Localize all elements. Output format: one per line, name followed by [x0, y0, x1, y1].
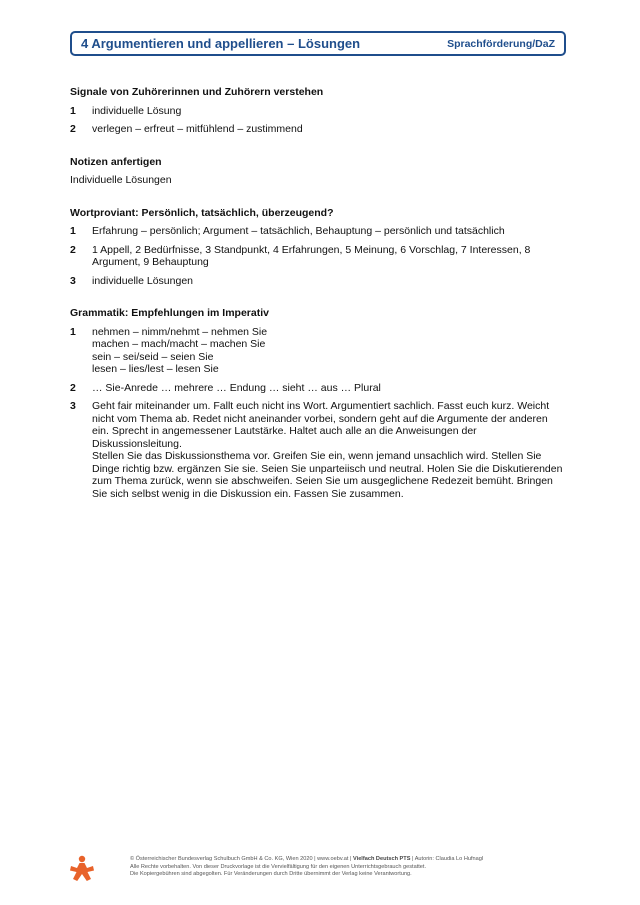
item-text: nehmen – nimm/nehmt – nehmen Sie [92, 325, 268, 338]
section-grammatik [70, 307, 566, 500]
list-item [70, 105, 566, 118]
item-number: 1 [70, 104, 76, 117]
item-number: 3 [70, 274, 76, 287]
list-item [70, 123, 566, 136]
list-item [70, 326, 566, 376]
item-text: … Sie-Anrede … mehrere … Endung … sieht … aus … Plural [92, 381, 381, 394]
list-item [70, 400, 566, 500]
footer-copyright [130, 856, 570, 879]
item-text: 1 Appell, 2 Bedürfnisse, 3 Standpunkt, 4 Erfahrungen, 5 Meinung, 6 Vorschlag, 7 Interessen, 8 Argument, 9 Behauptung [92, 243, 531, 268]
section-wortproviant [70, 207, 566, 288]
item-text: verlegen – erfreut – mitfühlend – zustimmend [92, 123, 303, 135]
section-heading: Notizen anfertigen [70, 155, 162, 168]
footer-book-title: Vielfach Deutsch PTS [353, 856, 411, 862]
list-item [70, 225, 566, 238]
list-item [70, 275, 566, 288]
item-number: 2 [70, 123, 76, 135]
list-item [70, 244, 566, 269]
item-text: Stellen Sie das Diskussionsthema vor. Greifen Sie ein, wenn jemand unsachlich wird. Stellen Sie Dinge richtig bzw. ergänzen Sie sie. Seien Sie unparteiisch und neutral. Holen Sie die Diskutierenden zum Thema zurück, wenn sie abschweifen. Seien Sie um ausgeglichene Redezeit bemüht. Bringen Sie sich selbst wenig in die Diskussion ein. Fassen Sie zusammen. [92, 450, 563, 500]
main-content [70, 86, 566, 520]
section-heading: Grammatik: Empfehlungen im Imperativ [70, 307, 269, 319]
item-text: lesen – lies/lest – lesen Sie [92, 363, 219, 375]
item-text: individuelle Lösung [92, 104, 182, 117]
item-text: sein – sei/seid – seien Sie [92, 350, 214, 363]
section-text: Individuelle Lösungen [70, 174, 172, 186]
section-signale [70, 86, 566, 136]
item-number: 2 [70, 243, 76, 256]
item-text: Erfahrung – persönlich; Argument – tatsächlich, Behauptung – persönlich und tatsächlich [92, 225, 505, 237]
header-box [70, 31, 566, 56]
item-number: 1 [70, 225, 76, 237]
footer [68, 850, 568, 882]
item-number: 2 [70, 381, 76, 394]
item-text: individuelle Lösungen [92, 274, 193, 287]
item-text: Geht fair miteinander um. Fallt euch nicht ins Wort. Argumentiert sachlich. Fasst euch kurz. Weicht nicht vom Thema ab. Redet nicht aneinander vorbei, sondern geht auf die Argumente der anderen ein. Sprecht in angemessener Lautstärke. Haltet auch alle an die Anweisungen der Diskussionsleitung. [92, 400, 550, 450]
footer-line3: Die Kopiergebühren sind abgegolten. Für Veränderungen durch Dritte übernimmt der Verlag keine Verantwortung. [130, 871, 412, 877]
subject-label: Sprachförderung/DaZ [447, 37, 555, 50]
section-notizen [70, 156, 566, 187]
item-number: 1 [70, 325, 76, 338]
footer-line1-suffix: | Autorin: Claudia Lo Hufnagl [410, 856, 484, 862]
page-title: 4 Argumentieren und appellieren – Lösungen [81, 36, 361, 51]
list-item [70, 382, 566, 395]
footer-line1-prefix: © Österreichischer Bundesverlag Schulbuch GmbH & Co. KG, Wien 2020 | www.oebv.at | [130, 856, 354, 862]
item-number: 3 [70, 400, 76, 412]
section-heading: Signale von Zuhörerinnen und Zuhörern verstehen [70, 86, 324, 98]
footer-line2: Alle Rechte vorbehalten. Von dieser Druckvorlage ist die Vervielfältigung für den eigenen Unterrichtsgebrauch gestattet. [130, 863, 427, 870]
item-text: machen – mach/macht – machen Sie [92, 338, 266, 350]
section-heading: Wortproviant: Persönlich, tatsächlich, überzeugend? [70, 206, 334, 219]
oebv-logo-icon [68, 854, 96, 882]
